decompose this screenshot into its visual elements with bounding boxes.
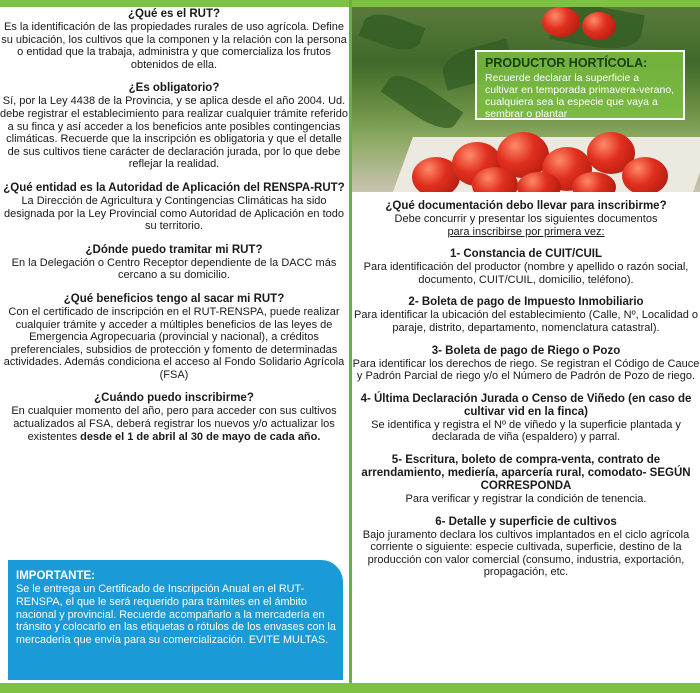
doc-item-2-text: Para identificar la ubicación del establecimiento (Calle, Nº, Localidad o paraje, distrito, departamento, nomenclatura catastral). <box>354 309 698 334</box>
text-cuando-dates: desde el 1 de abril al 30 de mayo de cada año. <box>80 430 321 443</box>
doc-item-3-title: 3- Boleta de pago de Riego o Pozo <box>431 344 621 357</box>
heading-documentacion: ¿Qué documentación debo llevar para inscribirme? <box>385 200 667 212</box>
producer-box <box>475 50 685 120</box>
doc-item-1 <box>352 248 700 286</box>
text-donde-tramitar: En la Delegación o Centro Receptor dependiente de la DACC más cercano a su domicilio. <box>11 256 337 282</box>
section-documentacion <box>352 200 700 238</box>
doc-item-4 <box>352 393 700 444</box>
tomato-shape <box>582 12 616 40</box>
bottom-green-bar <box>0 683 700 693</box>
heading-cuando-inscribirme: ¿Cuándo puedo inscribirme? <box>94 392 254 405</box>
doc-item-2 <box>352 296 700 334</box>
text-beneficios: Con el certificado de inscripción en el RUT-RENSPA, puede realizar cualquier trámite y acceder a múltiples beneficios de las leyes de Emergencia Agropecuaria (provincial y nacional), a créditos preferenciales, subsidios de protección y fomento de determinadas actividades. Además condiciona el acceso al Fondo Solidario Agrícola (FSA) <box>3 305 345 381</box>
doc-item-1-title: 1- Constancia de CUIT/CUIL <box>449 248 603 261</box>
doc-item-5 <box>352 454 700 506</box>
important-title: IMPORTANTE: <box>16 570 96 582</box>
section-cuando-inscribirme <box>0 392 348 443</box>
heading-donde-tramitar: ¿Dónde puedo tramitar mi RUT? <box>85 243 263 256</box>
doc-item-4-title: 4- Última Declaración Jurada o Censo de Viñedo (en caso de cultivar vid en la finca) <box>360 392 692 418</box>
doc-item-5-text: Para verificar y registrar la condición de tenencia. <box>405 492 647 505</box>
doc-item-6-text: Bajo juramento declara los cultivos implantados en el ciclo agrícola corriente o siguiente: especie cultivada, superficie, destino de la producción con valor comercial (consumo, industria, exportación, propagación, etc. <box>362 528 690 579</box>
text-documentacion-underline: para inscribirse por primera vez: <box>447 225 605 238</box>
text-cuando-body: En cualquier momento del año, pero para acceder con sus cultivos actualizados al FSA, deberá registrar los nuevos y/o actualizar los existentes <box>11 405 337 443</box>
left-column <box>0 8 348 454</box>
heading-obligatorio: ¿Es obligatorio? <box>128 82 220 95</box>
doc-item-6 <box>352 516 700 579</box>
doc-item-3-text: Para identificar los derechos de riego. Se registran el Código de Cauce y Padrón Parcial de riego y/o el Número de Padrón de Pozo de riego. <box>352 357 700 383</box>
right-column <box>352 200 700 589</box>
section-autoridad <box>0 182 348 233</box>
producer-text: Recuerde declarar la superficie a cultivar en temporada primavera-verano, cualquiera sea la especie que vaya a sembrar o plantar <box>485 72 675 120</box>
heading-autoridad: ¿Qué entidad es la Autoridad de Aplicación del RENSPA-RUT? <box>3 181 345 194</box>
text-cuando-inscribirme <box>0 405 348 443</box>
text-documentacion-intro: Debe concurrir y presentar los siguientes documentos <box>394 213 658 225</box>
doc-item-1-text: Para identificación del productor (nombre y apellido o razón social, documento, CUIT/CUIL, domicilio, teléfono). <box>363 261 689 286</box>
important-text: Se le entrega un Certificado de Inscripción Anual en el RUT-RENSPA, el que le será requerido para trámites en el ámbito nacional y provincial. Recuerde acompañarlo a la mercadería en tránsito y colocarlo en las etiquetas o rótulos de los envases con la mercadería que envía para su comercialización. EVITE MULTAS. <box>16 583 336 647</box>
text-obligatorio: Sí, por la Ley 4438 de la Provincia, y se aplica desde el año 2004. Ud. debe registrar el establecimiento para realizar cualquier trámite referido a su finca y así acceder a los beneficios ante posibles contingencias climáticas. Recuerde que la inscripción es obligatoria y que el detalle de sus cultivos tiene carácter de declaración jurada, por lo que debe reflejar la realidad. <box>0 95 348 171</box>
doc-item-2-title: 2- Boleta de pago de Impuesto Inmobiliario <box>408 296 644 309</box>
doc-item-4-text: Se identifica y registra el Nº de viñedo y la superficie plantada y declarada de viña (espaldero) y parral. <box>371 418 681 444</box>
text-autoridad: La Dirección de Agricultura y Contingencias Climáticas ha sido designada por la Ley Provincial como Autoridad de Aplicación en todo su territorio. <box>3 194 344 233</box>
doc-item-3 <box>352 345 700 383</box>
leaf-shape <box>359 8 426 57</box>
section-beneficios <box>0 293 348 382</box>
tomato-shape <box>622 157 668 192</box>
important-box <box>8 560 343 680</box>
heading-beneficios: ¿Qué beneficios tengo al sacar mi RUT? <box>63 292 285 305</box>
doc-item-5-title: 5- Escritura, boleto de compra-venta, contrato de arrendamiento, mediería, aparcería rural, comodato- SEGÚN CORRESPONDA <box>361 453 691 492</box>
section-donde-tramitar <box>0 244 348 282</box>
section-obligatorio <box>0 82 348 171</box>
text-que-es-rut: Es la identificación de las propiedades rurales de uso agrícola. Define su ubicación, los cultivos que la componen y la relación con la persona o entidad que la trabaja, administra y que comercializa los frutos obtenidos de ella. <box>1 21 347 71</box>
tomato-shape <box>542 7 580 37</box>
doc-item-6-title: 6- Detalle y superficie de cultivos <box>435 515 617 528</box>
producer-title: PRODUCTOR HORTÍCOLA: <box>485 56 648 70</box>
heading-que-es-rut: ¿Qué es el RUT? <box>127 8 221 20</box>
section-que-es-rut <box>0 8 348 71</box>
